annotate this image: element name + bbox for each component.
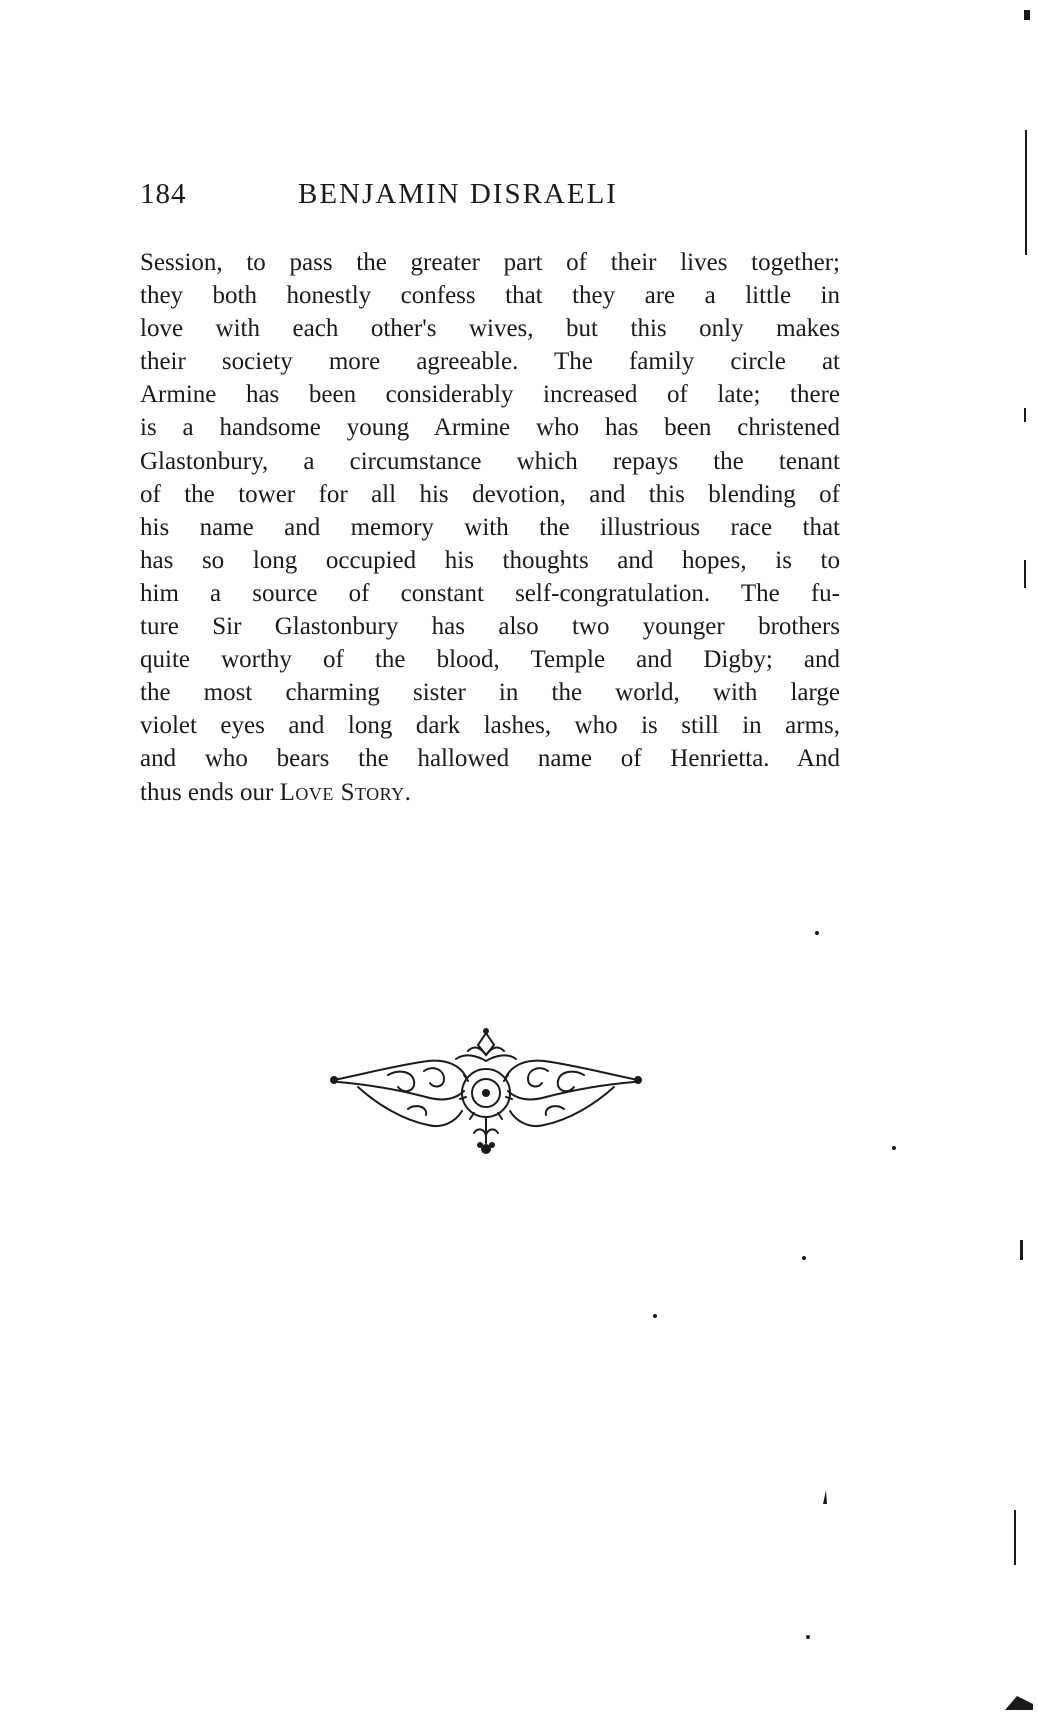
running-head (140, 178, 840, 222)
text-line: their society more agreeable. The family circle at (140, 348, 840, 376)
text-line: has so long occupied his thoughts and hopes, is to (140, 546, 840, 574)
body-text (140, 246, 840, 809)
running-title: BENJAMIN DISRAELI (298, 178, 618, 210)
text-line: his name and memory with the illustrious race that (140, 513, 840, 541)
text-line: ture Sir Glastonbury has also two younger brothers (140, 613, 840, 641)
text-line: him a source of constant self-congratulation. The fu- (140, 579, 840, 607)
text-line: and who bears the hallowed name of Henrietta. And (140, 745, 840, 773)
text-line: the most charming sister in the world, with large (140, 679, 840, 707)
text-line: is a handsome young Armine who has been christened (140, 414, 840, 442)
text-line: violet eyes and long dark lashes, who is still in arms, (140, 712, 840, 740)
final-text-line (140, 776, 840, 809)
text-line: love with each other's wives, but this only makes (140, 315, 840, 343)
page-number: 184 (140, 178, 187, 210)
love-story-small-caps: Love Story. (279, 778, 412, 806)
ornament-icon (328, 1025, 644, 1160)
text-line: they both honestly confess that they are a little in (140, 282, 840, 310)
text-line: Armine has been considerably increased of late; there (140, 381, 840, 409)
text-line: quite worthy of the blood, Temple and Digby; and (140, 646, 840, 674)
text-line: Glastonbury, a circumstance which repays the tenant (140, 447, 840, 475)
final-line-text: thus ends our (140, 778, 280, 806)
text-line: of the tower for all his devotion, and this blending of (140, 480, 840, 508)
text-line: Session, to pass the greater part of their lives together; (140, 249, 840, 276)
